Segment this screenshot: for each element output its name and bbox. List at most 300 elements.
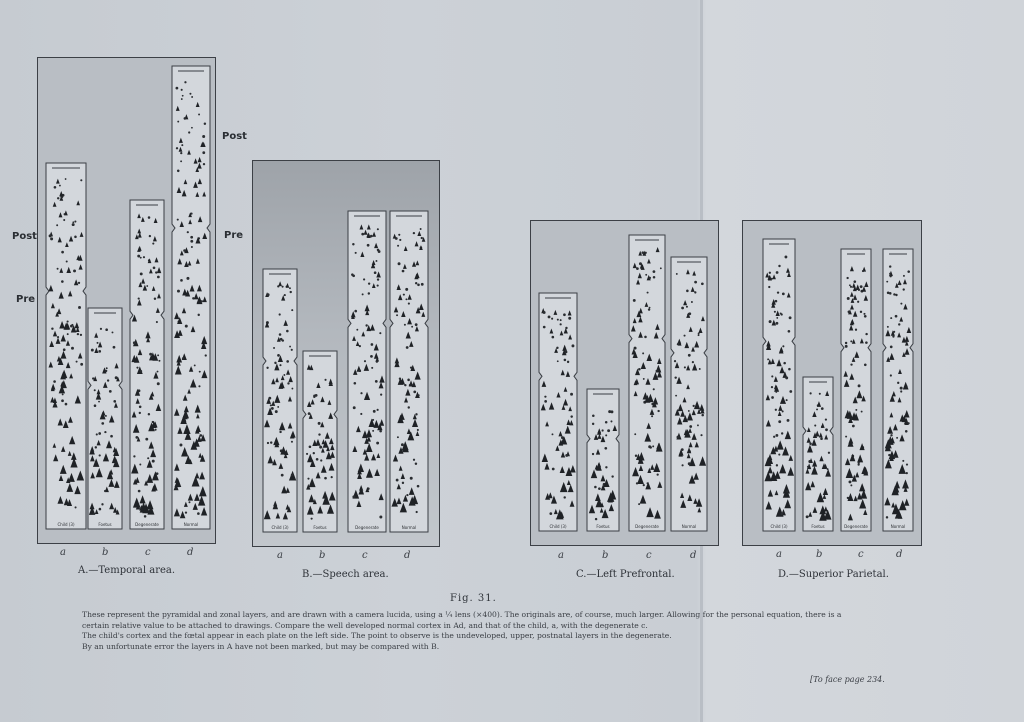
granule-cell (313, 396, 315, 398)
granule-cell (96, 433, 98, 435)
granule-cell (776, 271, 779, 274)
granule-cell (849, 284, 851, 286)
granule-cell (365, 324, 367, 326)
granule-cell (71, 347, 74, 350)
granule-cell (415, 413, 417, 415)
granule-cell (147, 457, 149, 459)
cortex-column (629, 235, 665, 531)
granule-cell (647, 482, 649, 484)
granule-cell (371, 343, 374, 346)
granule-cell (692, 361, 694, 363)
granule-cell (176, 147, 178, 149)
granule-cell (98, 432, 101, 435)
granule-cell (411, 326, 413, 328)
column-outline (883, 249, 913, 531)
granule-cell (598, 487, 601, 490)
column-outline (803, 377, 833, 531)
granule-cell (906, 472, 908, 474)
column-outline (348, 211, 386, 532)
granule-cell (378, 250, 381, 253)
granule-cell (789, 390, 792, 393)
granule-cell (307, 478, 309, 480)
granule-cell (774, 311, 776, 313)
granule-cell (396, 479, 399, 482)
granule-cell (863, 313, 865, 315)
granule-cell (638, 503, 640, 505)
granule-cell (781, 432, 783, 434)
cortex-column (390, 211, 428, 532)
column-label: Child (3) (271, 525, 289, 530)
granule-cell (377, 409, 379, 411)
granule-cell (61, 399, 64, 402)
granule-cell (360, 413, 362, 415)
granule-cell (889, 273, 891, 275)
granule-cell (399, 239, 401, 241)
granule-cell (895, 294, 897, 296)
plate-a-temporal (37, 57, 216, 544)
granule-cell (401, 443, 404, 446)
granule-cell (701, 414, 704, 417)
granule-cell (318, 422, 321, 425)
granule-cell (291, 309, 293, 311)
caption-a: A.—Temporal area. (78, 565, 176, 576)
granule-cell (61, 251, 64, 254)
granule-cell (133, 455, 135, 457)
granule-cell (638, 368, 641, 371)
granule-cell (674, 376, 676, 378)
granule-cell (183, 249, 186, 252)
post-label-a: Post (12, 231, 37, 242)
plate-a-drawing (38, 58, 215, 543)
granule-cell (773, 436, 775, 438)
column-outline (671, 257, 707, 531)
granule-cell (785, 256, 788, 259)
granule-cell (565, 327, 567, 329)
granule-cell (199, 371, 201, 373)
granule-cell (404, 384, 406, 386)
granule-cell (858, 464, 860, 466)
granule-cell (557, 360, 559, 362)
granule-cell (354, 382, 357, 385)
granule-cell (653, 388, 655, 390)
granule-cell (604, 447, 607, 450)
granule-cell (688, 462, 691, 465)
granule-cell (649, 277, 651, 279)
granule-cell (648, 445, 651, 448)
column-label: Foetus (596, 524, 610, 529)
granule-cell (267, 442, 269, 444)
granule-cell (682, 464, 684, 466)
granule-cell (364, 360, 366, 362)
granule-cell (277, 406, 279, 408)
granule-cell (601, 429, 603, 431)
granule-cell (98, 350, 101, 353)
granule-cell (565, 454, 568, 457)
granule-cell (177, 290, 180, 293)
granule-cell (396, 314, 398, 316)
granule-cell (157, 354, 159, 356)
granule-cell (564, 359, 567, 362)
granule-cell (313, 452, 315, 454)
granule-cell (145, 438, 148, 441)
granule-cell (681, 307, 684, 310)
granule-cell (633, 299, 636, 302)
granule-cell (819, 393, 821, 395)
granule-cell (78, 282, 80, 284)
granule-cell (567, 361, 569, 363)
granule-cell (902, 460, 904, 462)
granule-cell (279, 431, 281, 433)
granule-cell (374, 271, 377, 274)
granule-cell (205, 354, 207, 356)
granule-cell (408, 302, 410, 304)
granule-cell (138, 490, 141, 493)
granule-cell (694, 281, 697, 284)
granule-cell (283, 374, 285, 376)
granule-cell (647, 292, 649, 294)
granule-cell (806, 515, 809, 518)
granule-cell (379, 332, 381, 334)
granule-cell (397, 436, 399, 438)
granule-cell (149, 235, 151, 237)
letter: b (816, 549, 823, 560)
granule-cell (140, 257, 142, 259)
granule-cell (379, 516, 382, 519)
granule-cell (563, 313, 566, 316)
granule-cell (73, 269, 76, 272)
granule-cell (203, 163, 205, 165)
granule-cell (53, 380, 56, 383)
granule-cell (287, 382, 289, 384)
cortex-column (46, 163, 86, 529)
granule-cell (51, 327, 53, 329)
granule-cell (769, 272, 771, 274)
granule-cell (635, 455, 637, 457)
granule-cell (652, 445, 654, 447)
granule-cell (809, 442, 812, 445)
granule-cell (194, 364, 196, 366)
granule-cell (139, 464, 141, 466)
granule-cell (549, 512, 552, 515)
granule-cell (398, 262, 401, 265)
granule-cell (152, 460, 155, 463)
granule-cell (611, 475, 613, 477)
column-label: Child (3) (770, 524, 788, 529)
granule-cell (198, 113, 200, 115)
granule-cell (906, 464, 908, 466)
granule-cell (95, 446, 97, 448)
granule-cell (644, 336, 647, 339)
granule-cell (406, 494, 408, 496)
cortex-column (671, 257, 707, 531)
granule-cell (274, 362, 276, 364)
letter: d (404, 550, 411, 561)
granule-cell (857, 301, 859, 303)
granule-cell (91, 349, 94, 352)
granule-cell (115, 376, 118, 379)
granule-cell (768, 286, 770, 288)
granule-cell (275, 410, 278, 413)
granule-cell (552, 336, 555, 339)
granule-cell (291, 474, 293, 476)
granule-cell (771, 375, 773, 377)
granule-cell (697, 424, 699, 426)
granule-cell (406, 346, 409, 349)
granule-cell (893, 331, 895, 333)
granule-cell (100, 328, 102, 330)
granule-cell (279, 333, 282, 336)
granule-cell (850, 340, 852, 342)
granule-cell (380, 394, 382, 396)
granule-cell (543, 326, 546, 329)
granule-cell (63, 348, 66, 351)
granule-cell (363, 278, 365, 280)
granule-cell (370, 235, 373, 238)
granule-cell (560, 323, 562, 325)
granule-cell (402, 270, 405, 273)
granule-cell (889, 265, 891, 267)
granule-cell (660, 267, 662, 269)
granule-cell (684, 335, 686, 337)
granule-cell (185, 325, 188, 328)
granule-cell (570, 393, 573, 396)
granule-cell (814, 424, 816, 426)
granule-cell (360, 392, 362, 394)
granule-cell (865, 333, 867, 335)
granule-cell (371, 367, 373, 369)
granule-cell (198, 314, 200, 316)
post-label-b: Post (222, 131, 247, 142)
granule-cell (595, 518, 597, 520)
granule-cell (67, 320, 69, 322)
granule-cell (850, 286, 852, 288)
granule-cell (771, 396, 774, 399)
granule-cell (316, 458, 319, 461)
granule-cell (202, 151, 205, 154)
granule-cell (143, 256, 145, 258)
granule-cell (63, 219, 65, 221)
letter: c (858, 549, 864, 560)
granule-cell (861, 411, 863, 413)
letter: a (776, 549, 782, 560)
granule-cell (892, 335, 894, 337)
granule-cell (816, 408, 818, 410)
granule-cell (410, 477, 413, 480)
granule-cell (605, 434, 607, 436)
granule-cell (775, 434, 778, 437)
granule-cell (277, 285, 279, 287)
granule-cell (152, 243, 154, 245)
column-label: Foetus (313, 525, 327, 530)
granule-cell (780, 312, 782, 314)
granule-cell (890, 346, 893, 349)
letter: d (187, 547, 194, 558)
granule-cell (897, 382, 899, 384)
granule-cell (191, 127, 193, 129)
column-outline (539, 293, 577, 531)
granule-cell (154, 297, 156, 299)
granule-cell (404, 324, 406, 326)
granule-cell (370, 355, 373, 358)
granule-cell (372, 430, 374, 432)
granule-cell (893, 293, 895, 295)
granule-cell (190, 236, 193, 239)
granule-cell (544, 396, 546, 398)
granule-cell (557, 319, 559, 321)
granule-cell (352, 495, 355, 498)
granule-cell (376, 360, 378, 362)
column-label: Normal (401, 525, 417, 530)
granule-cell (153, 266, 156, 269)
granule-cell (634, 347, 637, 350)
granule-cell (899, 283, 901, 285)
granule-cell (107, 379, 109, 381)
granule-cell (155, 271, 157, 273)
granule-cell (72, 221, 74, 223)
granule-cell (701, 282, 704, 285)
granule-cell (105, 370, 107, 372)
granule-cell (860, 285, 863, 288)
granule-cell (362, 293, 364, 295)
column-outline (390, 211, 428, 532)
plate-d-drawing (743, 221, 921, 545)
granule-cell (886, 281, 888, 283)
letter: c (362, 550, 368, 561)
granule-cell (190, 212, 192, 214)
granule-cell (57, 268, 59, 270)
granule-cell (862, 270, 864, 272)
granule-cell (903, 288, 905, 290)
granule-cell (548, 315, 551, 318)
granule-cell (820, 437, 823, 440)
granule-cell (355, 252, 357, 254)
granule-cell (377, 285, 379, 287)
granule-cell (282, 286, 284, 288)
plate-b-drawing (253, 161, 439, 546)
granule-cell (353, 406, 356, 409)
granule-cell (656, 370, 658, 372)
granule-cell (133, 341, 136, 344)
letter: b (319, 550, 326, 561)
granule-cell (375, 260, 377, 262)
granule-cell (895, 315, 898, 318)
granule-cell (188, 131, 190, 133)
column-label: Degenerate (355, 525, 379, 530)
granule-cell (689, 425, 692, 428)
letter: a (558, 550, 564, 561)
granule-cell (410, 367, 412, 369)
granule-cell (807, 466, 809, 468)
granule-cell (148, 413, 150, 415)
figure-number: Fig. 31. (450, 593, 497, 604)
granule-cell (202, 135, 205, 138)
granule-cell (320, 459, 322, 461)
granule-cell (157, 276, 160, 279)
granule-cell (187, 231, 189, 233)
granule-cell (324, 379, 326, 381)
granule-cell (700, 434, 702, 436)
granule-cell (267, 293, 270, 296)
granule-cell (860, 311, 862, 313)
granule-cell (367, 244, 370, 247)
granule-cell (77, 333, 79, 335)
granule-cell (645, 274, 647, 276)
granule-cell (80, 179, 82, 181)
granule-cell (846, 277, 848, 279)
granule-cell (825, 428, 828, 431)
granule-cell (864, 315, 867, 318)
granule-cell (855, 409, 857, 411)
granule-cell (157, 371, 159, 373)
granule-cell (808, 460, 811, 463)
granule-cell (676, 273, 678, 275)
granule-cell (674, 360, 676, 362)
granule-cell (570, 415, 572, 417)
granule-cell (277, 354, 280, 357)
granule-cell (176, 87, 179, 90)
granule-cell (149, 353, 152, 356)
granule-cell (286, 360, 289, 363)
granule-cell (99, 508, 102, 511)
granule-cell (290, 291, 292, 293)
granule-cell (270, 441, 272, 443)
granule-cell (847, 297, 850, 300)
granule-cell (97, 342, 99, 344)
cortex-column (587, 389, 619, 531)
plate-d-parietal (742, 220, 922, 546)
column-outline (763, 239, 795, 531)
granule-cell (156, 321, 158, 323)
cortex-column (263, 269, 297, 532)
granule-cell (405, 288, 408, 291)
granule-cell (101, 422, 104, 425)
granule-cell (828, 452, 830, 454)
granule-cell (782, 410, 784, 412)
granule-cell (136, 367, 138, 369)
granule-cell (544, 400, 547, 403)
column-outline (841, 249, 871, 531)
granule-cell (605, 421, 608, 424)
letter: c (646, 550, 652, 561)
granule-cell (778, 265, 780, 267)
granule-cell (266, 367, 268, 369)
granule-cell (185, 511, 187, 513)
granule-cell (677, 436, 680, 439)
granule-cell (845, 342, 847, 344)
granule-cell (785, 376, 788, 379)
granule-cell (421, 283, 424, 286)
granule-cell (64, 213, 66, 215)
granule-cell (850, 364, 852, 366)
granule-cell (93, 513, 95, 515)
cortex-column (88, 308, 122, 529)
granule-cell (199, 434, 202, 437)
letter: d (896, 549, 903, 560)
granule-cell (636, 267, 639, 270)
granule-cell (98, 401, 100, 403)
granule-cell (181, 89, 183, 91)
granule-cell (184, 117, 187, 120)
granule-cell (771, 386, 773, 388)
granule-cell (50, 237, 53, 240)
granule-cell (280, 338, 283, 341)
granule-cell (560, 319, 562, 321)
granule-cell (284, 294, 286, 296)
granule-cell (776, 464, 778, 466)
column-label: Normal (890, 524, 906, 529)
granule-cell (75, 506, 77, 508)
granule-cell (138, 298, 140, 300)
